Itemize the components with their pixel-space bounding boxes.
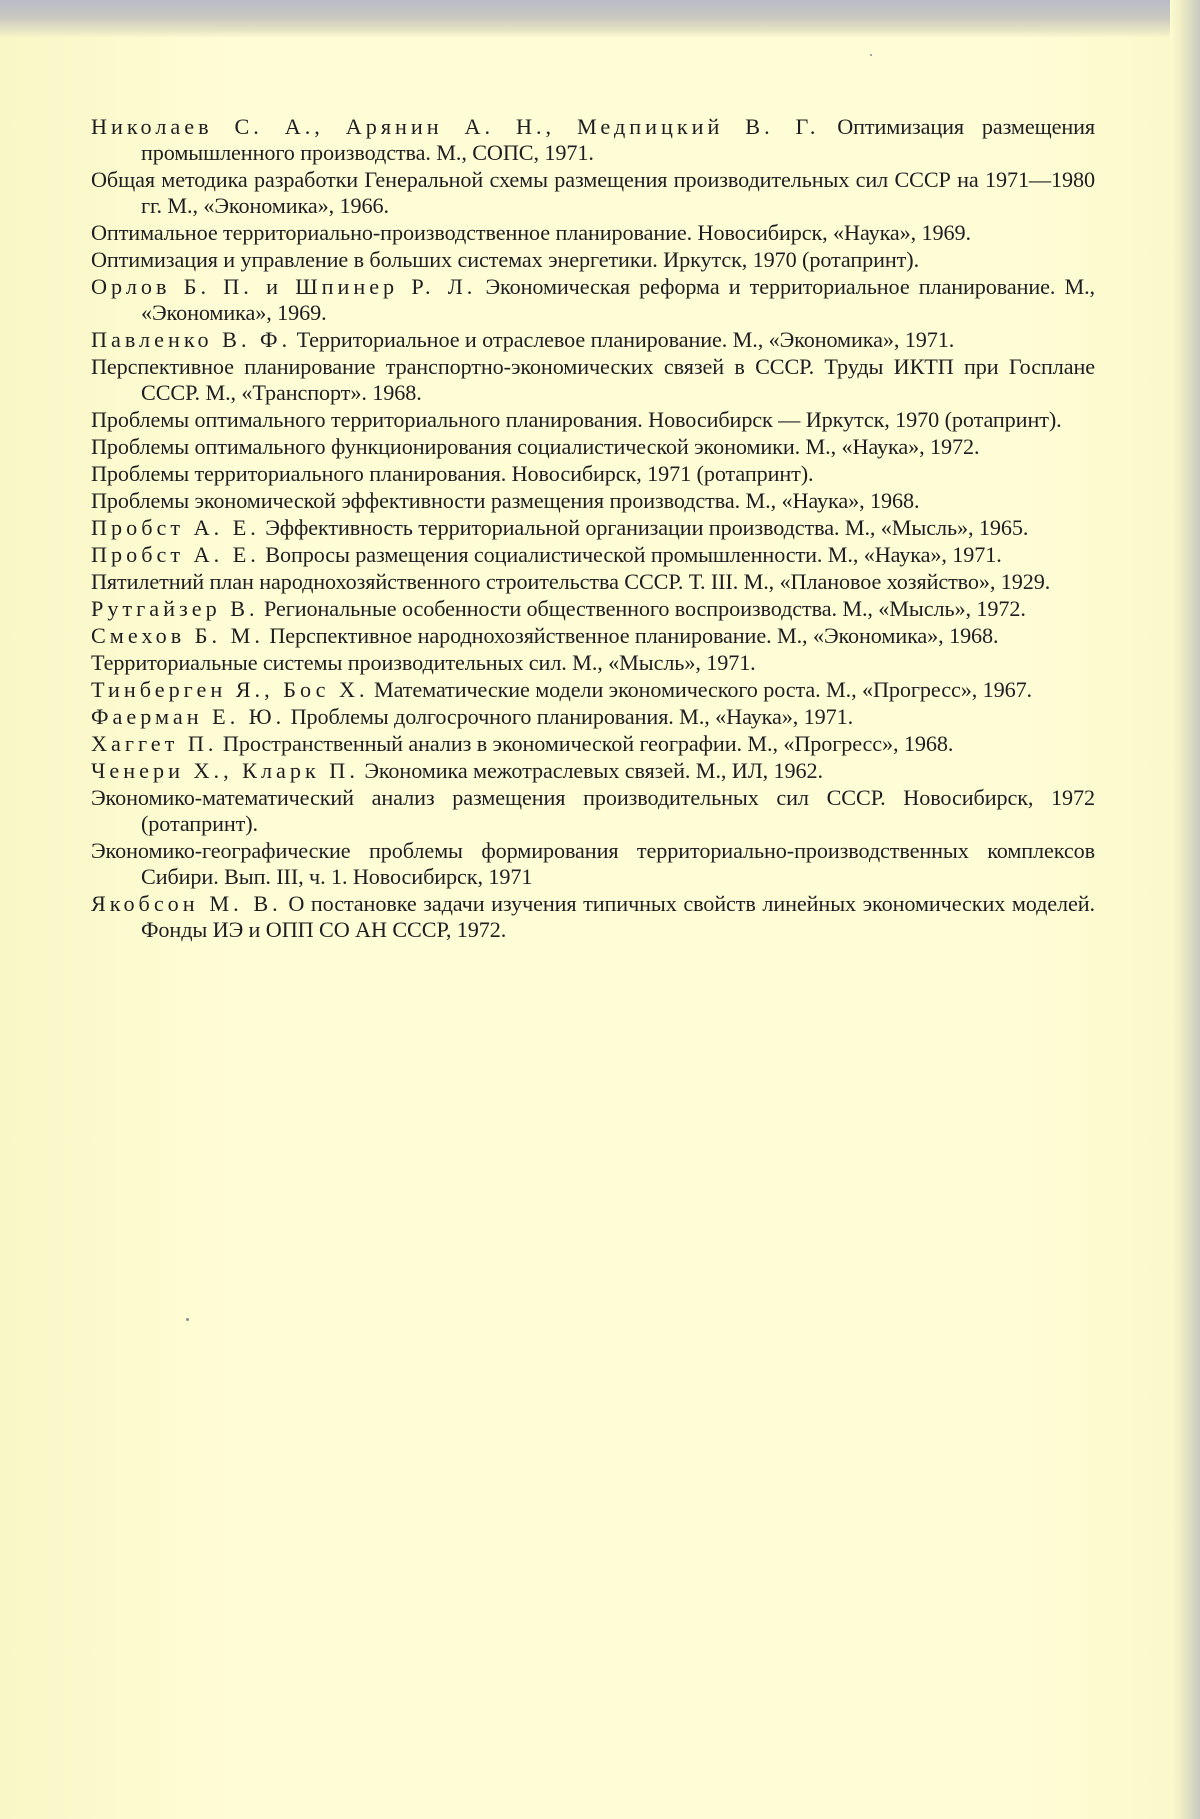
reference-entry — [91, 731, 1095, 757]
reference-text: Экономическая реформа и территориальное планирование. М., «Экономика», 1969. — [141, 274, 1095, 325]
page-right-edge — [1170, 0, 1200, 1819]
reference-text: О постановке задачи изучения типичных свойств линейных экономических моделей. Фонды ИЭ и ОПП СО АН СССР, 1972. — [141, 891, 1095, 942]
page-top-shadow — [0, 0, 1170, 38]
reference-entry — [91, 623, 1095, 649]
reference-entry — [91, 434, 1095, 460]
reference-entry — [91, 785, 1095, 837]
reference-author: Хаггет П. — [91, 731, 218, 756]
reference-author: Рутгайзер В. — [91, 596, 259, 621]
reference-author: Орлов Б. П. и Шпинер Р. Л. — [91, 274, 477, 299]
reference-text: Оптимизация и управление в больших системах энергетики. Иркутск, 1970 (ротапринт). — [91, 247, 920, 272]
reference-entry — [91, 220, 1095, 246]
reference-entry — [91, 515, 1095, 541]
reference-text: Территориальные системы производительных сил. М., «Мысль», 1971. — [91, 650, 756, 675]
reference-text: Экономико-географические проблемы формирования территориально-производственных комплексов Сибири. Вып. III, ч. 1. Новосибирск, 1971 — [91, 838, 1095, 889]
reference-author: Пробст А. Е. — [91, 542, 260, 567]
reference-author: Якобсон М. В. — [91, 891, 282, 916]
reference-text: Эффективность территориальной организации производства. М., «Мысль», 1965. — [259, 515, 1029, 540]
reference-entry — [91, 542, 1095, 568]
reference-entry — [91, 247, 1095, 273]
reference-text: Перспективное народнохозяйственное планирование. М., «Экономика», 1968. — [263, 623, 999, 648]
reference-text: Экономико-математический анализ размещения производительных сил СССР. Новосибирск, 1972 (ротапринт). — [91, 785, 1095, 836]
reference-entry — [91, 650, 1095, 676]
bibliography-list — [91, 114, 1095, 944]
reference-author: Фаерман Е. Ю. — [91, 704, 286, 729]
reference-text: Пространственный анализ в экономической географии. М., «Прогресс», 1968. — [217, 731, 954, 756]
reference-entry — [91, 838, 1095, 890]
reference-entry — [91, 274, 1095, 326]
reference-entry — [91, 891, 1095, 943]
reference-text: Общая методика разработки Генеральной схемы размещения производительных сил СССР на 1971—1980 гг. М., «Экономика», 1966. — [91, 167, 1095, 218]
reference-entry — [91, 114, 1095, 166]
reference-text: Проблемы экономической эффективности размещения производства. М., «Наука», 1968. — [91, 488, 920, 513]
reference-author: Павленко В. Ф. — [91, 327, 292, 352]
reference-text: Пятилетний план народнохозяйственного строительства СССР. Т. III. М., «Плановое хозяйство», 1929. — [91, 569, 1051, 594]
reference-entry — [91, 488, 1095, 514]
reference-author: Николаев С. А., Арянин А. Н., Медпицкий В. Г. — [91, 114, 820, 139]
paper-speck — [870, 54, 872, 56]
paper-speck — [186, 1318, 189, 1321]
reference-text: Математические модели экономического роста. М., «Прогресс», 1967. — [368, 677, 1033, 702]
reference-author: Пробст А. Е. — [91, 515, 260, 540]
reference-text: Перспективное планирование транспортно-экономических связей в СССР. Труды ИКТП при Госплане СССР. М., «Транспорт». 1968. — [91, 354, 1095, 405]
reference-text: Вопросы размещения социалистической промышленности. М., «Наука», 1971. — [259, 542, 1002, 567]
reference-text: Региональные особенности общественного воспроизводства. М., «Мысль», 1972. — [258, 596, 1026, 621]
reference-text: Оптимальное территориально-производственное планирование. Новосибирск, «Наука», 1969. — [91, 220, 971, 245]
reference-entry — [91, 758, 1095, 784]
reference-author: Ченери Х., Кларк П. — [91, 758, 359, 783]
reference-entry — [91, 569, 1095, 595]
reference-entry — [91, 596, 1095, 622]
reference-entry — [91, 354, 1095, 406]
reference-text: Экономика межотраслевых связей. М., ИЛ, 1962. — [358, 758, 823, 783]
reference-entry — [91, 167, 1095, 219]
reference-entry — [91, 327, 1095, 353]
reference-text: Территориальное и отраслевое планирование. М., «Экономика», 1971. — [291, 327, 955, 352]
reference-entry — [91, 407, 1095, 433]
reference-entry — [91, 677, 1095, 703]
reference-text: Проблемы оптимального территориального планирования. Новосибирск — Иркутск, 1970 (ротапринт). — [91, 407, 1062, 432]
reference-text: Проблемы оптимального функционирования социалистической экономики. М., «Наука», 1972. — [91, 434, 980, 459]
reference-author: Тинберген Я., Бос Х. — [91, 677, 369, 702]
reference-text: Проблемы территориального планирования. Новосибирск, 1971 (ротапринт). — [91, 461, 814, 486]
reference-text: Проблемы долгосрочного планирования. М., «Наука», 1971. — [285, 704, 854, 729]
reference-author: Смехов Б. М. — [91, 623, 264, 648]
reference-entry — [91, 461, 1095, 487]
reference-entry — [91, 704, 1095, 730]
reference-text: Оптимизация размещения промышленного производства. М., СОПС, 1971. — [141, 114, 1095, 165]
